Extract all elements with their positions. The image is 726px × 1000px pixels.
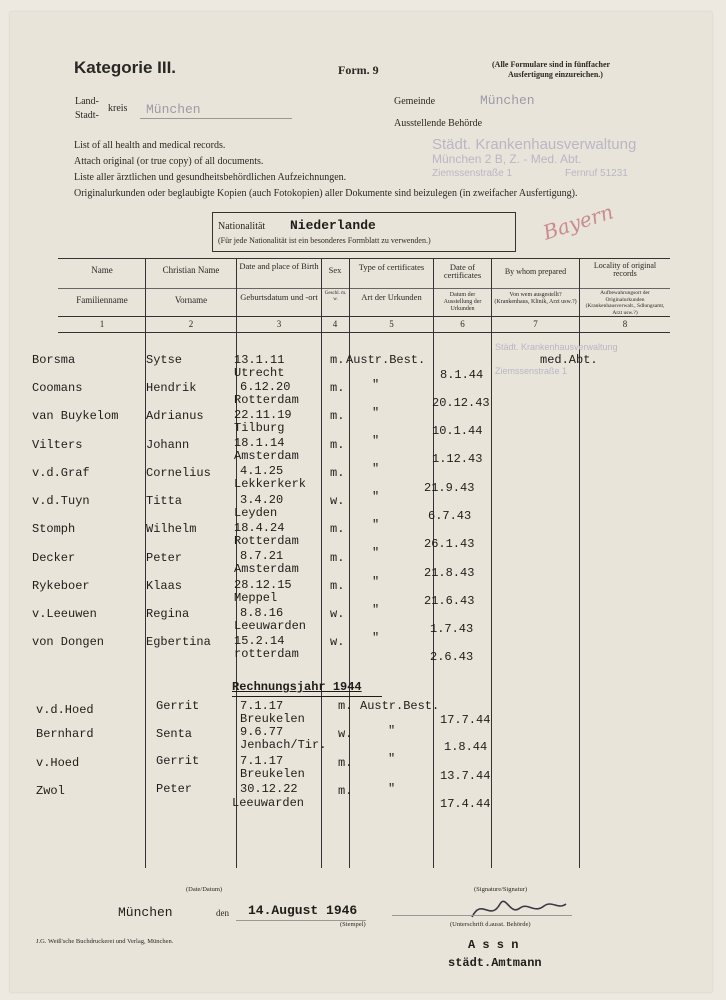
row2-1-type: Austr.Best. <box>360 699 440 713</box>
row2-2-type: " <box>388 724 396 738</box>
row2-1-date: 17.7.44 <box>440 713 491 727</box>
row-3-date: 10.1.44 <box>432 424 483 438</box>
row2-4-place: Leeuwarden <box>232 796 305 810</box>
row-10-name: v.Leeuwen <box>32 607 97 621</box>
row-7-first: Wilhelm <box>146 522 197 536</box>
col-2-no: 2 <box>188 319 194 329</box>
row-1-by: med.Abt. <box>540 353 598 367</box>
signature-label: (Signature/Signatur) <box>474 886 528 893</box>
kreis-label: kreis <box>108 103 128 114</box>
instruction-1: List of all health and medical records. <box>74 140 226 151</box>
row2-4-birth: 30.12.22 <box>240 782 298 796</box>
col-sep-3 <box>321 258 322 868</box>
row-1-first: Sytse <box>146 353 183 367</box>
row-5-sex: m. <box>330 466 345 480</box>
row-6-type: " <box>372 490 380 504</box>
row-4-sex: m. <box>330 438 345 452</box>
col-3-de: Geburtsdatum und -ort <box>240 292 318 302</box>
signer-name: A s s n <box>468 938 519 952</box>
row-11-type: " <box>372 631 380 645</box>
row-4-date: 1.12.43 <box>432 452 483 466</box>
row-5-date: 21.9.43 <box>424 481 475 495</box>
stadt-label: Stadt- <box>75 110 99 121</box>
row-10-place: Leeuwarden <box>234 619 307 633</box>
row-8-date: 21.8.43 <box>424 566 475 580</box>
row-4-place: Amsterdam <box>234 449 299 463</box>
row-6-name: v.d.Tuyn <box>32 494 90 508</box>
col-1-no: 1 <box>99 319 105 329</box>
row-8-place: Amsterdam <box>234 562 299 576</box>
col-7-en: By whom prepared <box>504 267 567 276</box>
col-7-no: 7 <box>533 319 538 329</box>
col-8-en: Locality of original records <box>593 261 657 278</box>
stamp-line-1: Städt. Krankenhausverwaltung <box>432 136 637 153</box>
gemeinde-label: Gemeinde <box>394 96 436 107</box>
form-number: Form. 9 <box>338 63 379 77</box>
row-10-sex: w. <box>330 607 345 621</box>
signature-label-2: (Unterschrift d.ausst. Behörde) <box>450 921 531 928</box>
row-11-name: von Dongen <box>32 635 105 649</box>
note-line-2: Ausfertigung einzureichen.) <box>508 70 603 79</box>
row-9-birth: 28.12.15 <box>234 578 292 592</box>
col-3-en: Date and place of Birth <box>239 261 319 271</box>
row-8-sex: m. <box>330 551 345 565</box>
col-8-de: Aufbewahrungsort der Originalurkunden (Krankenhausverwalt., Sdlungsamt, Arzt usw.?) <box>585 290 665 316</box>
row-2-sex: m. <box>330 381 345 395</box>
row2-3-place: Breukelen <box>240 767 305 781</box>
col-2-en: Christian Name <box>162 265 220 275</box>
row-3-place: Tilburg <box>234 421 285 435</box>
row-2-name: Coomans <box>32 381 83 395</box>
row-7-type: " <box>372 518 380 532</box>
row-5-type: " <box>372 462 380 476</box>
col-4-de: Geschl. m. w. <box>324 291 347 302</box>
stamp-line-4: Fernruf 51231 <box>565 168 628 179</box>
row-11-sex: w. <box>330 635 345 649</box>
row-3-type: " <box>372 406 380 420</box>
row-9-date: 21.6.43 <box>424 594 475 608</box>
col-sep-6 <box>491 258 492 868</box>
col-5-no: 5 <box>389 319 394 329</box>
col-7-de: Von wem ausgestellt? (Krankenhaus, Klinik, Arzt usw.?) <box>494 292 577 305</box>
row-4-first: Johann <box>146 438 190 452</box>
row-1-date: 8.1.44 <box>440 368 484 382</box>
row-3-name: van Buykelom <box>32 409 119 423</box>
row-2-birth: 6.12.20 <box>240 380 291 394</box>
footer-den: den <box>216 908 229 918</box>
row-6-date: 6.7.43 <box>428 509 472 523</box>
row-10-type: " <box>372 603 380 617</box>
col-5-en: Type of certificates <box>358 262 425 272</box>
footer-place: München <box>118 905 173 920</box>
category-title: Kategorie III. <box>74 58 177 77</box>
row-11-first: Egbertina <box>146 635 211 649</box>
printer-imprint: J.G. Weiß'sche Buchdruckerei und Verlag, München. <box>36 938 174 945</box>
row-8-name: Decker <box>32 551 76 565</box>
row2-4-name: Zwol <box>36 784 65 798</box>
row2-4-sex: m. <box>338 784 353 798</box>
row2-2-name: Bernhard <box>36 727 94 741</box>
row-11-birth: 15.2.14 <box>234 634 285 648</box>
row2-2-sex: w. <box>338 727 353 741</box>
col-3-no: 3 <box>276 319 282 329</box>
row-7-birth: 18.4.24 <box>234 521 285 535</box>
row2-3-date: 13.7.44 <box>440 769 491 783</box>
col-6-de: Datum der Ausstellung der Urkunden <box>443 292 482 312</box>
row-2-first: Hendrik <box>146 381 197 395</box>
signer-title: städt.Amtmann <box>448 956 542 970</box>
row2-2-place: Jenbach/Tir. <box>240 738 327 752</box>
row-8-first: Peter <box>146 551 183 565</box>
row-7-sex: m. <box>330 522 345 536</box>
row-4-name: Vilters <box>32 438 83 452</box>
row2-3-name: v.Hoed <box>36 756 80 770</box>
nationality-note: (Für jede Nationalität ist ein besonderes Formblatt zu verwenden.) <box>218 236 431 245</box>
row-3-birth: 22.11.19 <box>234 408 292 422</box>
row-1-name: Borsma <box>32 353 76 367</box>
row-8-type: " <box>372 546 380 560</box>
land-label: Land- <box>75 96 99 107</box>
row2-4-first: Peter <box>156 782 193 796</box>
col-sep-5 <box>433 258 434 868</box>
kreis-value: München <box>146 102 201 117</box>
col-sep-4 <box>349 258 350 868</box>
row-10-date: 1.7.43 <box>430 622 474 636</box>
instruction-3: Liste aller ärztlichen und gesundheitsbehördlichen Aufzeichnungen. <box>74 172 347 183</box>
table-stamp-line-2: Ziemssenstraße 1 <box>495 366 568 376</box>
row-6-sex: w. <box>330 494 345 508</box>
row-9-sex: m. <box>330 579 345 593</box>
row-7-date: 26.1.43 <box>424 537 475 551</box>
row-10-first: Regina <box>146 607 190 621</box>
row-9-place: Meppel <box>234 591 278 605</box>
nationality-value: Niederlande <box>290 218 376 233</box>
row-6-birth: 3.4.20 <box>240 493 284 507</box>
kreis-underline <box>140 118 292 119</box>
row-3-first: Adrianus <box>146 409 204 423</box>
row2-1-first: Gerrit <box>156 699 200 713</box>
row-7-place: Rotterdam <box>234 534 299 548</box>
row-6-place: Leyden <box>234 506 278 520</box>
row-8-birth: 8.7.21 <box>240 549 284 563</box>
row-5-name: v.d.Graf <box>32 466 90 480</box>
col-2-de: Vorname <box>174 295 208 305</box>
row2-2-birth: 9.6.77 <box>240 725 284 739</box>
fiscal-year-heading: Rechnungsjahr 1944 <box>232 680 362 694</box>
table-stamp-line-1: Städt. Krankenhausverwaltung <box>495 342 618 352</box>
row2-2-date: 1.8.44 <box>444 740 488 754</box>
stamp-line-3: Ziemssenstraße 1 <box>432 168 513 179</box>
row-7-name: Stomph <box>32 522 76 536</box>
row-11-place: rotterdam <box>234 647 299 661</box>
row-4-type: " <box>372 434 380 448</box>
row2-1-birth: 7.1.17 <box>240 699 284 713</box>
col-5-de: Art der Urkunden <box>361 292 422 302</box>
col-8-no: 8 <box>622 319 628 329</box>
row2-1-name: v.d.Hoed <box>36 703 94 717</box>
footer-date: 14.August 1946 <box>248 903 358 918</box>
date-label: (Date/Datum) <box>186 886 223 893</box>
row2-2-first: Senta <box>156 727 193 741</box>
row2-3-birth: 7.1.17 <box>240 754 284 768</box>
row-9-first: Klaas <box>146 579 183 593</box>
row-9-name: Rykeboer <box>32 579 90 593</box>
annotation-red: Bayern <box>540 199 617 245</box>
stamp-line-2: München 2 B, Z. - Med. Abt. <box>432 152 582 166</box>
row2-1-sex: m. <box>338 699 353 713</box>
row-2-date: 20.12.43 <box>432 396 490 410</box>
row-1-sex: m. <box>330 353 345 367</box>
row2-3-first: Gerrit <box>156 754 200 768</box>
nationality-label: Nationalität <box>218 221 266 232</box>
fiscal-year-rule <box>232 696 382 697</box>
row-2-type: " <box>372 378 380 392</box>
row-11-date: 2.6.43 <box>430 650 474 664</box>
signature-underline <box>392 915 572 916</box>
instruction-2: Attach original (or true copy) of all documents. <box>74 156 264 167</box>
row-2-place: Rotterdam <box>234 393 299 407</box>
row2-4-date: 17.4.44 <box>440 797 491 811</box>
col-6-no: 6 <box>460 319 465 329</box>
note-line-1: (Alle Formulare sind in fünffacher <box>492 60 611 69</box>
row2-3-type: " <box>388 752 396 766</box>
col-6-en: Date of certificates <box>443 262 482 280</box>
row-5-birth: 4.1.25 <box>240 464 284 478</box>
col-4-no: 4 <box>332 319 338 329</box>
row-4-birth: 18.1.14 <box>234 436 285 450</box>
footer-stempel: (Stempel) <box>340 921 366 928</box>
col-1-de: Familienname <box>76 295 128 305</box>
behoerde-label: Ausstellende Behörde <box>394 118 483 129</box>
col-1-en: Name <box>91 265 113 275</box>
gemeinde-value: München <box>480 93 535 108</box>
row-1-place: Utrecht <box>234 366 285 380</box>
row-9-type: " <box>372 575 380 589</box>
row2-3-sex: m. <box>338 756 353 770</box>
row-3-sex: m. <box>330 409 345 423</box>
row-10-birth: 8.8.16 <box>240 606 284 620</box>
row-1-type: Austr.Best. <box>346 353 426 367</box>
row-5-place: Lekkerkerk <box>234 477 307 491</box>
row2-1-place: Breukelen <box>240 712 305 726</box>
row2-4-type: " <box>388 782 396 796</box>
col-4-en: Sex <box>328 265 342 275</box>
row-6-first: Titta <box>146 494 183 508</box>
instruction-4: Originalurkunden oder beglaubigte Kopien (auch Fotokopien) aller Dokumente sind beizulegen (in zweifacher Ausfertigung). <box>74 188 578 199</box>
row-1-birth: 13.1.11 <box>234 353 285 367</box>
row-5-first: Cornelius <box>146 466 211 480</box>
